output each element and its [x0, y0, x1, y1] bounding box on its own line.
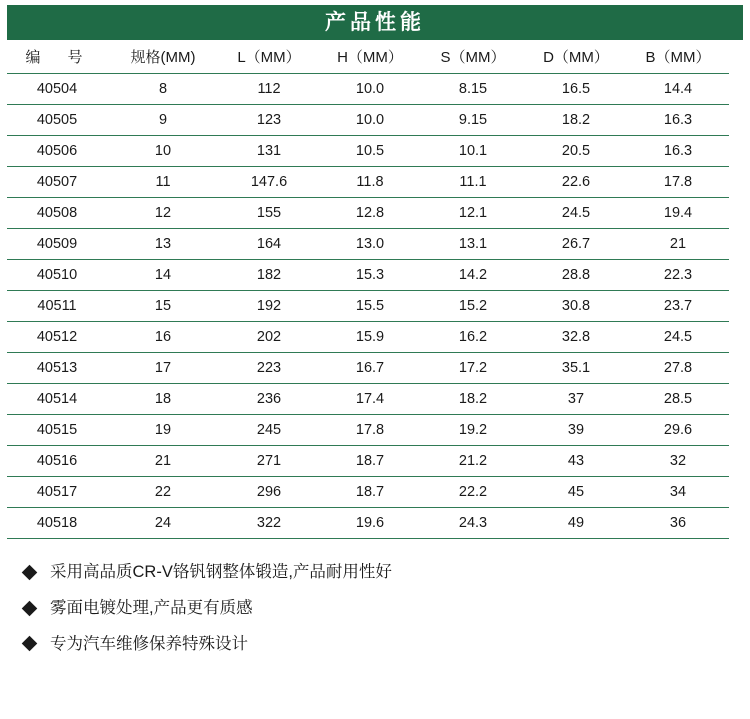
- cell-h: 15.9: [319, 322, 421, 353]
- cell-size: 9: [107, 105, 219, 136]
- cell-size: 22: [107, 477, 219, 508]
- table-row: [7, 384, 729, 415]
- column-header-id: 编 号: [7, 40, 107, 74]
- cell-s: 14.2: [421, 260, 525, 291]
- cell-s: 9.15: [421, 105, 525, 136]
- cell-id: 40517: [7, 477, 107, 508]
- cell-l: 245: [219, 415, 319, 446]
- table-row: [7, 198, 729, 229]
- table-row: [7, 229, 729, 260]
- cell-h: 15.3: [319, 260, 421, 291]
- cell-size: 12: [107, 198, 219, 229]
- column-header-h: H（MM）: [319, 40, 421, 74]
- cell-id: 40507: [7, 167, 107, 198]
- cell-h: 12.8: [319, 198, 421, 229]
- cell-b: 28.5: [627, 384, 729, 415]
- cell-id: 40511: [7, 291, 107, 322]
- cell-b: 32: [627, 446, 729, 477]
- column-header-size: 规格(MM): [107, 40, 219, 74]
- product-spec-page: [0, 5, 750, 719]
- cell-size: 10: [107, 136, 219, 167]
- cell-d: 16.5: [525, 74, 627, 105]
- cell-l: 322: [219, 508, 319, 539]
- banner-title: 产品性能: [325, 11, 425, 34]
- cell-h: 16.7: [319, 353, 421, 384]
- cell-l: 131: [219, 136, 319, 167]
- table-row: [7, 415, 729, 446]
- cell-id: 40513: [7, 353, 107, 384]
- section-banner: [7, 5, 743, 40]
- cell-h: 17.4: [319, 384, 421, 415]
- table-row: [7, 477, 729, 508]
- cell-b: 16.3: [627, 105, 729, 136]
- cell-d: 18.2: [525, 105, 627, 136]
- cell-d: 26.7: [525, 229, 627, 260]
- cell-id: 40512: [7, 322, 107, 353]
- cell-s: 13.1: [421, 229, 525, 260]
- cell-size: 19: [107, 415, 219, 446]
- cell-size: 21: [107, 446, 219, 477]
- cell-d: 37: [525, 384, 627, 415]
- feature-text: 雾面电镀处理,产品更有质感: [50, 598, 253, 617]
- table-row: [7, 353, 729, 384]
- cell-b: 14.4: [627, 74, 729, 105]
- table-row: [7, 260, 729, 291]
- cell-s: 8.15: [421, 74, 525, 105]
- cell-l: 192: [219, 291, 319, 322]
- table-row: [7, 508, 729, 539]
- cell-h: 10.0: [319, 105, 421, 136]
- cell-d: 32.8: [525, 322, 627, 353]
- cell-id: 40505: [7, 105, 107, 136]
- cell-s: 16.2: [421, 322, 525, 353]
- list-item: [22, 563, 750, 583]
- cell-l: 296: [219, 477, 319, 508]
- cell-size: 15: [107, 291, 219, 322]
- cell-d: 43: [525, 446, 627, 477]
- cell-b: 22.3: [627, 260, 729, 291]
- cell-d: 20.5: [525, 136, 627, 167]
- table-row: [7, 74, 729, 105]
- cell-h: 17.8: [319, 415, 421, 446]
- cell-s: 15.2: [421, 291, 525, 322]
- cell-size: 13: [107, 229, 219, 260]
- cell-l: 271: [219, 446, 319, 477]
- cell-l: 164: [219, 229, 319, 260]
- cell-b: 17.8: [627, 167, 729, 198]
- cell-l: 202: [219, 322, 319, 353]
- cell-b: 23.7: [627, 291, 729, 322]
- cell-size: 18: [107, 384, 219, 415]
- table-body: [7, 74, 729, 539]
- cell-id: 40515: [7, 415, 107, 446]
- diamond-bullet-icon: [22, 565, 38, 581]
- table-header-row: [7, 40, 729, 74]
- feature-list: [22, 563, 750, 654]
- cell-l: 112: [219, 74, 319, 105]
- cell-d: 49: [525, 508, 627, 539]
- cell-h: 15.5: [319, 291, 421, 322]
- cell-d: 35.1: [525, 353, 627, 384]
- table-row: [7, 136, 729, 167]
- cell-b: 34: [627, 477, 729, 508]
- table-row: [7, 322, 729, 353]
- cell-h: 18.7: [319, 446, 421, 477]
- cell-size: 24: [107, 508, 219, 539]
- column-header-d: D（MM）: [525, 40, 627, 74]
- cell-d: 30.8: [525, 291, 627, 322]
- cell-b: 19.4: [627, 198, 729, 229]
- cell-s: 12.1: [421, 198, 525, 229]
- cell-h: 10.0: [319, 74, 421, 105]
- cell-h: 13.0: [319, 229, 421, 260]
- cell-size: 14: [107, 260, 219, 291]
- cell-h: 18.7: [319, 477, 421, 508]
- cell-s: 17.2: [421, 353, 525, 384]
- cell-s: 11.1: [421, 167, 525, 198]
- column-header-s: S（MM）: [421, 40, 525, 74]
- cell-b: 36: [627, 508, 729, 539]
- cell-s: 10.1: [421, 136, 525, 167]
- cell-b: 24.5: [627, 322, 729, 353]
- column-header-b: B（MM）: [627, 40, 729, 74]
- diamond-bullet-icon: [22, 601, 38, 617]
- cell-s: 21.2: [421, 446, 525, 477]
- specification-table: [7, 40, 729, 539]
- cell-l: 223: [219, 353, 319, 384]
- cell-id: 40509: [7, 229, 107, 260]
- cell-d: 24.5: [525, 198, 627, 229]
- cell-l: 182: [219, 260, 319, 291]
- cell-size: 11: [107, 167, 219, 198]
- cell-id: 40504: [7, 74, 107, 105]
- list-item: [22, 635, 750, 655]
- table-row: [7, 167, 729, 198]
- cell-b: 16.3: [627, 136, 729, 167]
- cell-d: 39: [525, 415, 627, 446]
- cell-s: 22.2: [421, 477, 525, 508]
- cell-b: 21: [627, 229, 729, 260]
- table-row: [7, 105, 729, 136]
- cell-l: 123: [219, 105, 319, 136]
- cell-id: 40518: [7, 508, 107, 539]
- cell-s: 24.3: [421, 508, 525, 539]
- cell-id: 40508: [7, 198, 107, 229]
- table-row: [7, 291, 729, 322]
- cell-b: 27.8: [627, 353, 729, 384]
- feature-text: 采用高品质CR-V铬钒钢整体锻造,产品耐用性好: [50, 563, 392, 581]
- cell-id: 40506: [7, 136, 107, 167]
- cell-id: 40510: [7, 260, 107, 291]
- cell-s: 19.2: [421, 415, 525, 446]
- cell-h: 10.5: [319, 136, 421, 167]
- table-header: [7, 40, 729, 74]
- cell-h: 19.6: [319, 508, 421, 539]
- cell-id: 40514: [7, 384, 107, 415]
- feature-text: 专为汽车维修保养特殊设计: [50, 634, 248, 653]
- cell-size: 8: [107, 74, 219, 105]
- column-header-l: L（MM）: [219, 40, 319, 74]
- cell-d: 28.8: [525, 260, 627, 291]
- table-row: [7, 446, 729, 477]
- cell-d: 45: [525, 477, 627, 508]
- diamond-bullet-icon: [22, 636, 38, 652]
- cell-size: 16: [107, 322, 219, 353]
- cell-l: 236: [219, 384, 319, 415]
- cell-h: 11.8: [319, 167, 421, 198]
- cell-b: 29.6: [627, 415, 729, 446]
- cell-l: 155: [219, 198, 319, 229]
- cell-size: 17: [107, 353, 219, 384]
- cell-s: 18.2: [421, 384, 525, 415]
- list-item: [22, 599, 750, 619]
- cell-l: 147.6: [219, 167, 319, 198]
- cell-id: 40516: [7, 446, 107, 477]
- cell-d: 22.6: [525, 167, 627, 198]
